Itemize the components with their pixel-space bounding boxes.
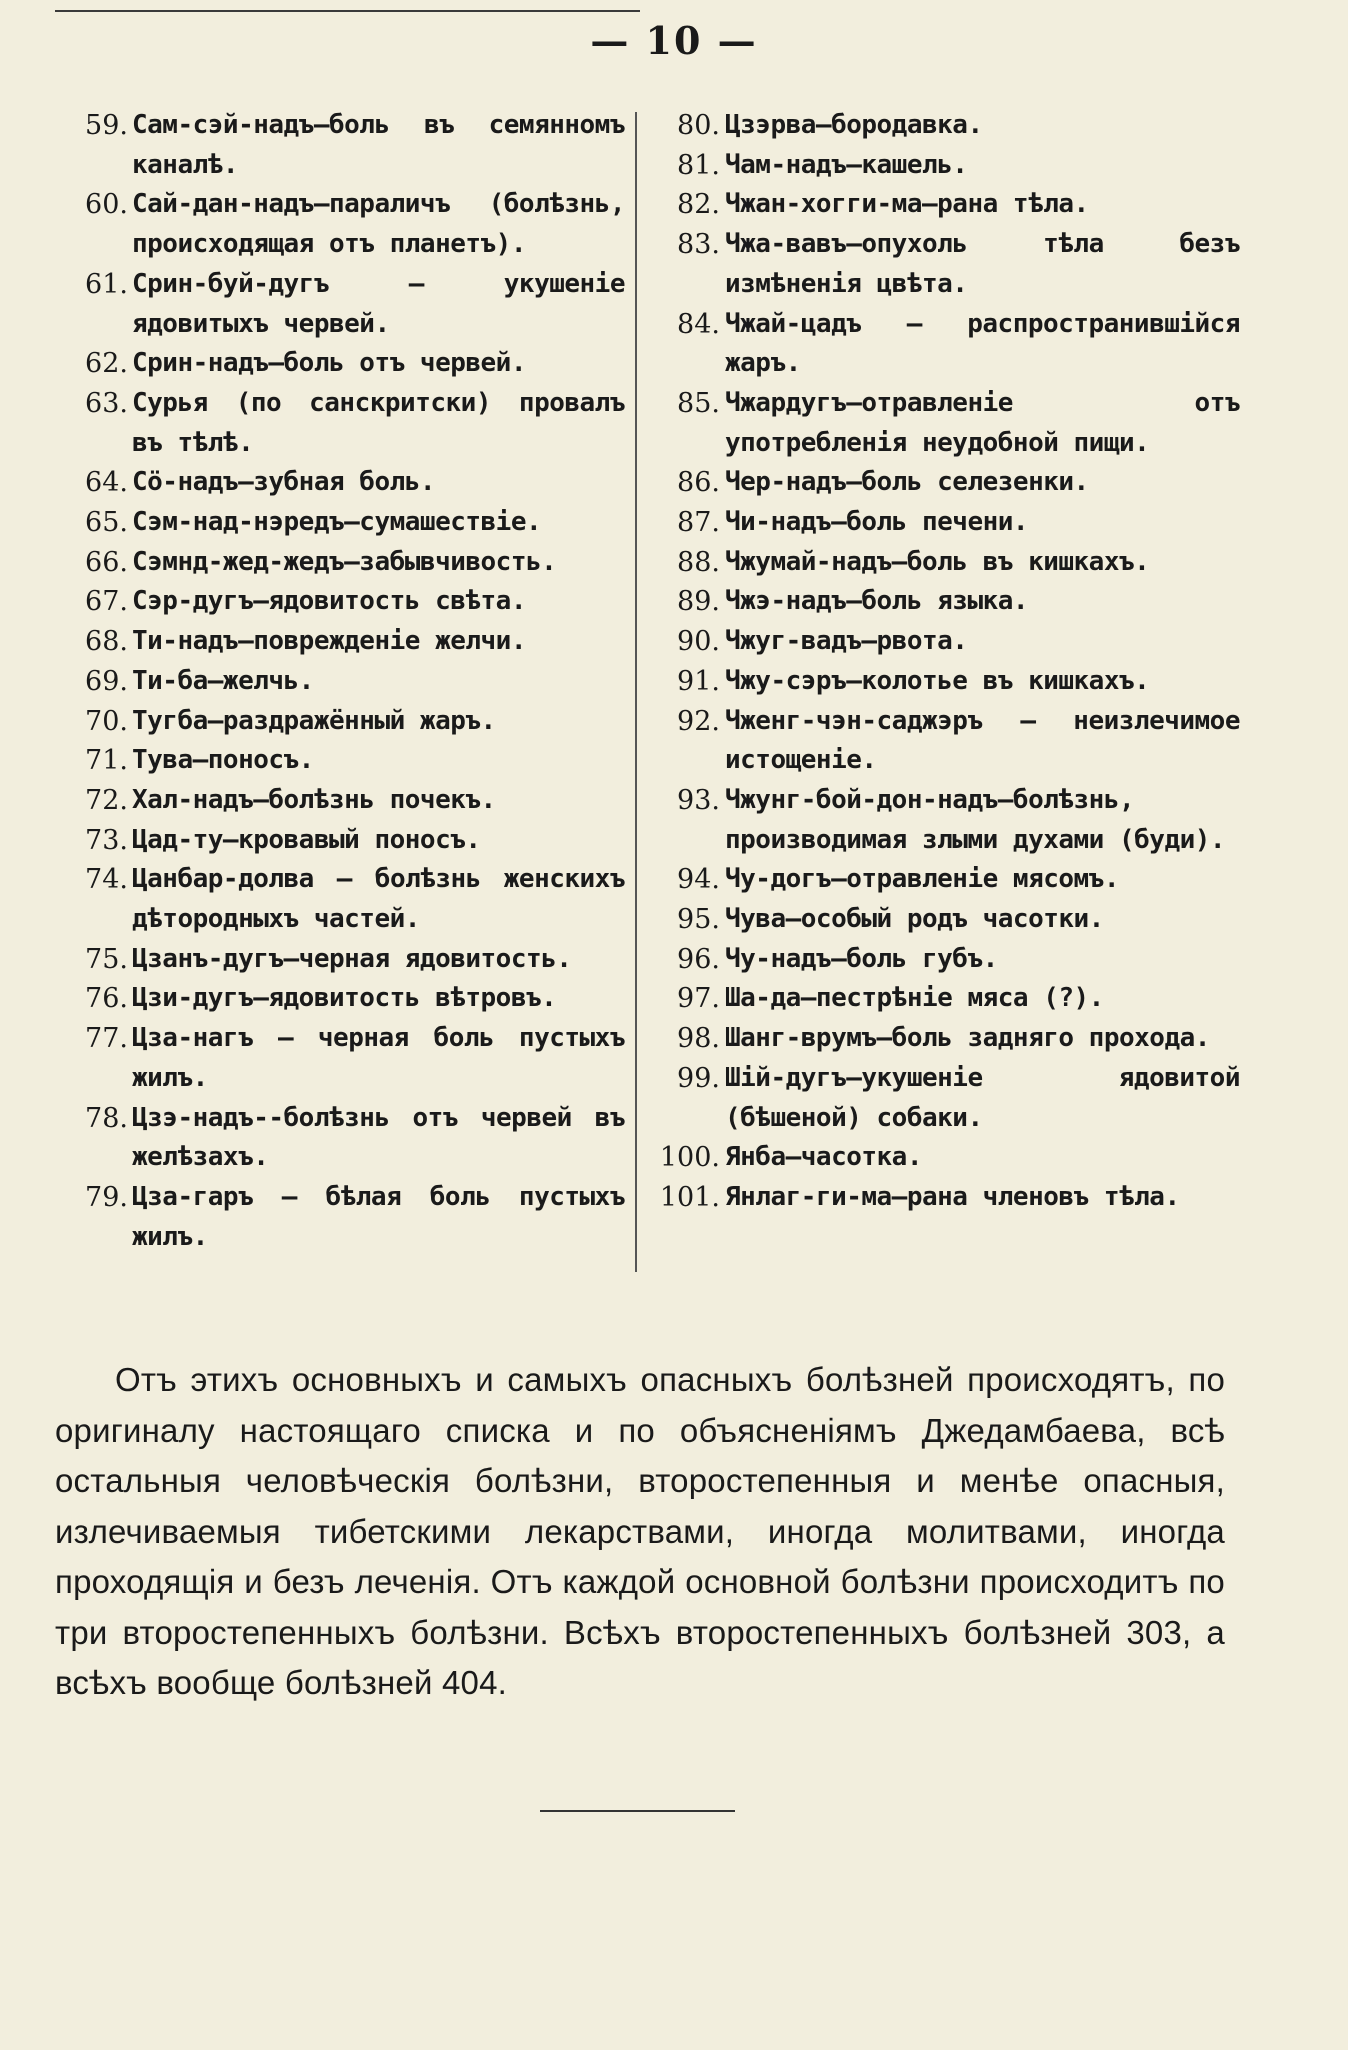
list-item — [650, 979, 1240, 1019]
entry-number: 63. — [85, 387, 128, 419]
entry-number: 82. — [677, 189, 720, 221]
entry-text: Цанбар-долва — болѣзнь женскихъ дѣтородныхъ частей. — [132, 864, 625, 935]
list-item — [650, 781, 1240, 860]
entry-text: Чжунг-бой-дон-надъ—болѣзнь, производимая злыми духами (буди). — [725, 784, 1226, 855]
disease-list — [0, 106, 1348, 1286]
list-item — [50, 821, 625, 861]
entry-number: 66. — [85, 546, 128, 578]
entry-number: 64. — [85, 467, 128, 499]
entry-number: 94. — [677, 864, 720, 896]
entry-number: 96. — [677, 943, 720, 975]
entry-number: 87. — [677, 507, 720, 539]
list-item — [50, 1019, 625, 1098]
entry-text: Чи-надъ—боль печени. — [725, 507, 1029, 538]
entry-number: 73. — [85, 824, 128, 856]
list-item — [50, 463, 625, 503]
list-item — [650, 702, 1240, 781]
list-item — [650, 225, 1240, 304]
list-item — [650, 940, 1240, 980]
entry-number: 62. — [85, 348, 128, 380]
entry-number: 68. — [85, 626, 128, 658]
list-item — [650, 146, 1240, 186]
list-item — [50, 185, 625, 264]
list-item — [650, 305, 1240, 384]
entry-text: Янлаг-ги-ма—рана членовъ тѣла. — [725, 1181, 1180, 1212]
list-item — [50, 543, 625, 583]
entry-text: Чжу-сэръ—колотье въ кишкахъ. — [725, 665, 1150, 696]
entry-number: 71. — [85, 745, 128, 777]
list-item — [50, 344, 625, 384]
list-item — [50, 106, 625, 185]
list-item — [650, 1178, 1240, 1218]
list-item — [50, 265, 625, 344]
entry-text: Янба—часотка. — [725, 1142, 922, 1173]
list-item — [50, 1099, 625, 1178]
entry-number: 90. — [677, 626, 720, 658]
entry-number: 84. — [677, 308, 720, 340]
entry-number: 72. — [85, 784, 128, 816]
entry-number: 91. — [677, 665, 720, 697]
entry-text: Сай-дан-надъ—параличъ (болѣзнь, происходящая отъ планетъ). — [132, 189, 625, 260]
list-item — [650, 463, 1240, 503]
entry-text: Чжардугъ—отравленіе отъ употребленія неудобной пищи. — [725, 387, 1240, 458]
list-item — [50, 741, 625, 781]
entry-text: Цад-ту—кровавый поносъ. — [132, 824, 481, 855]
entry-number: 101. — [659, 1181, 720, 1213]
list-item — [650, 1059, 1240, 1138]
entry-text: Чженг-чэн-саджэръ — неизлечимое истощеніе. — [725, 705, 1240, 776]
entry-text: Чжай-цадъ — распространившійся жаръ. — [725, 308, 1240, 379]
list-item — [50, 781, 625, 821]
entry-text: Сурья (по санскритски) провалъ въ тѣлѣ. — [132, 387, 625, 458]
entry-number: 86. — [677, 467, 720, 499]
entry-text: Чжэ-надъ—боль языка. — [725, 586, 1029, 617]
entry-number: 95. — [677, 904, 720, 936]
entry-number: 60. — [85, 189, 128, 221]
list-item — [650, 185, 1240, 225]
list-item — [650, 662, 1240, 702]
entry-number: 65. — [85, 507, 128, 539]
entry-text: Чжумай-надъ—боль въ кишкахъ. — [725, 546, 1150, 577]
header-rule — [55, 10, 640, 12]
entry-text: Ти-ба—желчь. — [132, 665, 314, 696]
entry-text: Сэм-над-нэредъ—сумашествіе. — [132, 507, 542, 538]
entry-text: Чер-надъ—боль селезенки. — [725, 467, 1089, 498]
list-item — [650, 1138, 1240, 1178]
list-item — [50, 940, 625, 980]
entry-text: Тугба—раздражённый жаръ. — [132, 705, 496, 736]
entry-text: Чу-надъ—боль губъ. — [725, 943, 998, 974]
entry-text: Шій-дугъ—укушеніе ядовитой (бѣшеной) собаки. — [725, 1062, 1240, 1133]
entry-number: 92. — [677, 705, 720, 737]
list-item — [50, 662, 625, 702]
list-item — [50, 979, 625, 1019]
entry-text: Ти-надъ—поврежденіе желчи. — [132, 626, 526, 657]
entry-number: 81. — [677, 149, 720, 181]
entry-number: 59. — [85, 110, 128, 141]
entry-number: 61. — [85, 268, 128, 300]
entry-text: Цза-гаръ — бѣлая боль пустыхъ жилъ. — [132, 1181, 625, 1252]
entry-number: 85. — [677, 387, 720, 419]
entry-text: Чува—особый родъ часотки. — [725, 904, 1104, 935]
entry-number: 89. — [677, 586, 720, 618]
entry-number: 97. — [677, 983, 720, 1015]
list-item — [650, 900, 1240, 940]
entry-text: Хал-надъ—болѣзнь почекъ. — [132, 784, 496, 815]
page-number: — 10 — — [590, 18, 758, 63]
entry-text: Шанг-врумъ—боль задняго прохода. — [725, 1023, 1210, 1054]
entry-text: Сэмнд-жед-жедъ—забывчивость. — [132, 546, 557, 577]
left-column — [50, 106, 625, 1257]
list-item — [50, 1178, 625, 1257]
entry-text: Чжуг-вадъ—рвота. — [725, 626, 968, 657]
entry-text: Ша-да—пестрѣніе мяса (?). — [725, 983, 1104, 1014]
list-item — [50, 702, 625, 742]
entry-text: Чам-надъ—кашель. — [725, 149, 968, 180]
entry-text: Чжан-хогги-ма—рана тѣла. — [725, 189, 1089, 220]
entry-text: Сэр-дугъ—ядовитость свѣта. — [132, 586, 526, 617]
entry-number: 74. — [85, 864, 128, 896]
list-item — [650, 384, 1240, 463]
entry-number: 80. — [677, 110, 720, 141]
entry-text: Цзэрва—бородавка. — [725, 110, 983, 140]
list-item — [50, 622, 625, 662]
list-item — [50, 860, 625, 939]
right-column — [650, 106, 1240, 1218]
entry-text: Сам-сэй-надъ—боль въ семянномъ каналѣ. — [132, 110, 625, 180]
entry-number: 67. — [85, 586, 128, 618]
entry-number: 77. — [85, 1023, 128, 1055]
entry-text: Чу-догъ—отравленіе мясомъ. — [725, 864, 1119, 895]
entry-number: 83. — [677, 229, 720, 261]
entry-number: 99. — [677, 1062, 720, 1094]
entry-number: 98. — [677, 1023, 720, 1055]
entry-text: Цзи-дугъ—ядовитость вѣтровъ. — [132, 983, 557, 1014]
list-item — [650, 1019, 1240, 1059]
list-item — [50, 503, 625, 543]
list-item — [650, 860, 1240, 900]
entry-number: 69. — [85, 665, 128, 697]
entry-number: 93. — [677, 784, 720, 816]
entry-number: 100. — [659, 1142, 720, 1174]
list-item — [50, 384, 625, 463]
entry-text: Сö-надъ—зубная боль. — [132, 467, 436, 498]
entry-number: 70. — [85, 705, 128, 737]
column-divider — [635, 112, 637, 1272]
summary-paragraph: Отъ этихъ основныхъ и самыхъ опасныхъ болѣзней происходятъ, по оригиналу настоящаго списка и по объясненіямъ Джедамбаева, всѣ остальныя человѣческія болѣзни, второстепенныя и менѣе опасныя, излечиваемыя тибетскими лекарствами, иногда молитвами, иногда проходящія и безъ леченія. Отъ каждой основной болѣзни происходитъ по три второстепенныхъ болѣзни. Всѣхъ второстепенныхъ болѣзней 303, а всѣхъ вообще болѣзней 404. — [55, 1361, 1225, 1701]
entry-text: Срин-буй-дугъ — укушеніе ядовитыхъ червей. — [132, 268, 625, 339]
entry-text: Цза-нагъ — черная боль пустыхъ жилъ. — [132, 1023, 625, 1093]
list-item — [650, 622, 1240, 662]
footer-rule — [540, 1810, 735, 1812]
list-item — [650, 543, 1240, 583]
entry-number: 88. — [677, 546, 720, 578]
entry-text: Цзэ-надъ--болѣзнь отъ червей въ желѣзахъ. — [132, 1102, 625, 1173]
list-item — [650, 503, 1240, 543]
entry-text: Чжа-вавъ—опухоль тѣла безъ измѣненія цвѣта. — [725, 229, 1240, 299]
entry-number: 75. — [85, 943, 128, 975]
entry-text: Цзанъ-дугъ—черная ядовитость. — [132, 943, 572, 974]
entry-number: 79. — [85, 1181, 128, 1213]
list-item — [650, 106, 1240, 146]
entry-number: 78. — [85, 1102, 128, 1134]
entry-number: 76. — [85, 983, 128, 1015]
entry-text: Срин-надъ—боль отъ червей. — [132, 348, 526, 379]
entry-text: Тува—поносъ. — [132, 745, 314, 776]
list-item — [50, 582, 625, 622]
list-item — [650, 582, 1240, 622]
